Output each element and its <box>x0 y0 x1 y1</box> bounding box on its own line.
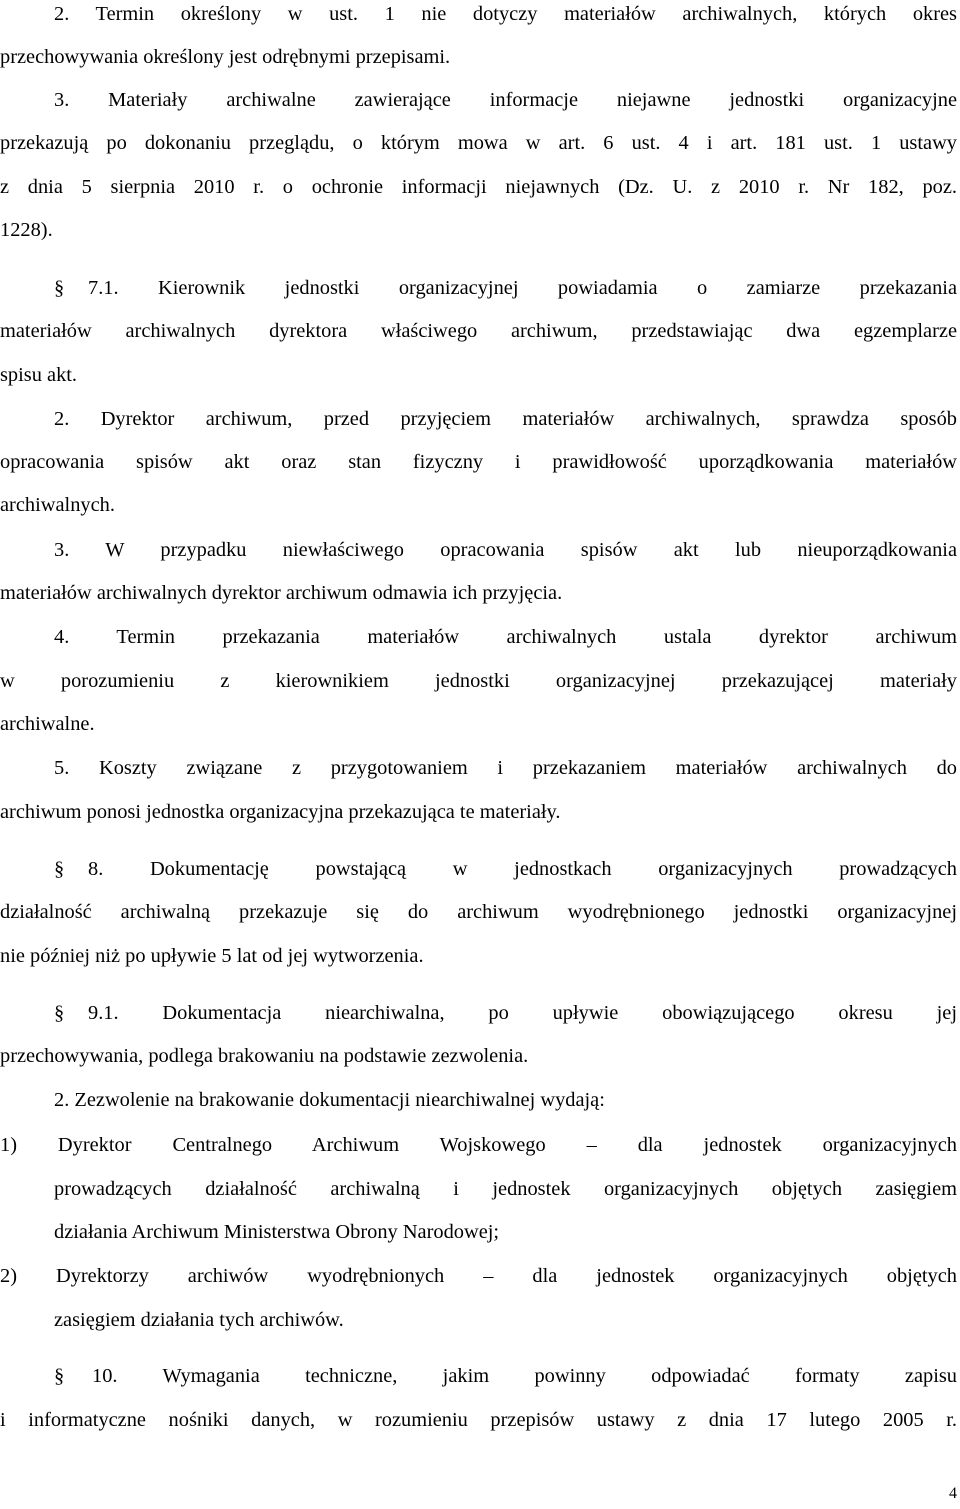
text-line: w porozumieniu z kierownikiem jednostki organizacyjnej przekazującej materiały <box>0 670 957 692</box>
section-symbol: § <box>54 1365 65 1387</box>
text-line: 7.1. Kierownik jednostki organizacyjnej powiadamia o zamiarze przekazania <box>88 277 957 299</box>
text-line: 5. Koszty związane z przygotowaniem i przekazaniem materiałów archiwalnych do <box>54 757 957 779</box>
text-line: archiwum ponosi jednostka organizacyjna przekazująca te materiały. <box>0 801 561 823</box>
text-line: spisu akt. <box>0 364 78 386</box>
text-line: 10. Wymagania techniczne, jakim powinny odpowiadać formaty zapisu <box>92 1365 957 1387</box>
text-line: prowadzących działalność archiwalną i jednostek organizacyjnych objętych zasięgiem <box>54 1178 957 1200</box>
text-line: 2. Zezwolenie na brakowanie dokumentacji niearchiwalnej wydają: <box>54 1089 605 1111</box>
text-line: materiałów archiwalnych dyrektor archiwum odmawia ich przyjęcia. <box>0 582 563 604</box>
text-line: z dnia 5 sierpnia 2010 r. o ochronie informacji niejawnych (Dz. U. z 2010 r. Nr 182, poz. <box>0 176 957 198</box>
section-symbol: § <box>54 277 65 299</box>
text-line: przekazują po dokonaniu przeglądu, o którym mowa w art. 6 ust. 4 i art. 181 ust. 1 ustawy <box>0 132 957 154</box>
text-line: 4. Termin przekazania materiałów archiwalnych ustala dyrektor archiwum <box>54 626 957 648</box>
section-symbol: § <box>54 858 65 880</box>
text-line: 2. Dyrektor archiwum, przed przyjęciem materiałów archiwalnych, sprawdza sposób <box>54 408 957 430</box>
text-line: przechowywania, podlega brakowaniu na podstawie zezwolenia. <box>0 1045 529 1067</box>
text-line: 2) Dyrektorzy archiwów wyodrębnionych – dla jednostek organizacyjnych objętych <box>0 1265 957 1287</box>
section-symbol: § <box>54 1002 65 1024</box>
text-line: nie później niż po upływie 5 lat od jej wytworzenia. <box>0 945 424 967</box>
text-line: opracowania spisów akt oraz stan fizyczny i prawidłowość uporządkowania materiałów <box>0 451 957 473</box>
text-line: zasięgiem działania tych archiwów. <box>54 1309 344 1331</box>
text-line: 8. Dokumentację powstającą w jednostkach organizacyjnych prowadzących <box>88 858 957 880</box>
text-line: działania Archiwum Ministerstwa Obrony Narodowej; <box>54 1221 500 1243</box>
text-line: 1228). <box>0 219 53 241</box>
text-line: działalność archiwalną przekazuje się do archiwum wyodrębnionego jednostki organizacyjnej <box>0 901 957 923</box>
text-line: 2. Termin określony w ust. 1 nie dotyczy materiałów archiwalnych, których okres <box>54 3 957 25</box>
text-line: archiwalnych. <box>0 494 115 516</box>
text-line: przechowywania określony jest odrębnymi przepisami. <box>0 46 451 68</box>
text-line: 9.1. Dokumentacja niearchiwalna, po upływie obowiązującego okresu jej <box>88 1002 957 1024</box>
page-number: 4 <box>949 1485 957 1502</box>
text-line: i informatyczne nośniki danych, w rozumieniu przepisów ustawy z dnia 17 lutego 2005 r. <box>0 1409 957 1431</box>
text-line: 3. W przypadku niewłaściwego opracowania spisów akt lub nieuporządkowania <box>54 539 957 561</box>
text-line: materiałów archiwalnych dyrektora właściwego archiwum, przedstawiając dwa egzemplarze <box>0 320 957 342</box>
text-line: archiwalne. <box>0 713 95 735</box>
text-line: 1) Dyrektor Centralnego Archiwum Wojskowego – dla jednostek organizacyjnych <box>0 1134 957 1156</box>
text-line: 3. Materiały archiwalne zawierające informacje niejawne jednostki organizacyjne <box>54 89 957 111</box>
